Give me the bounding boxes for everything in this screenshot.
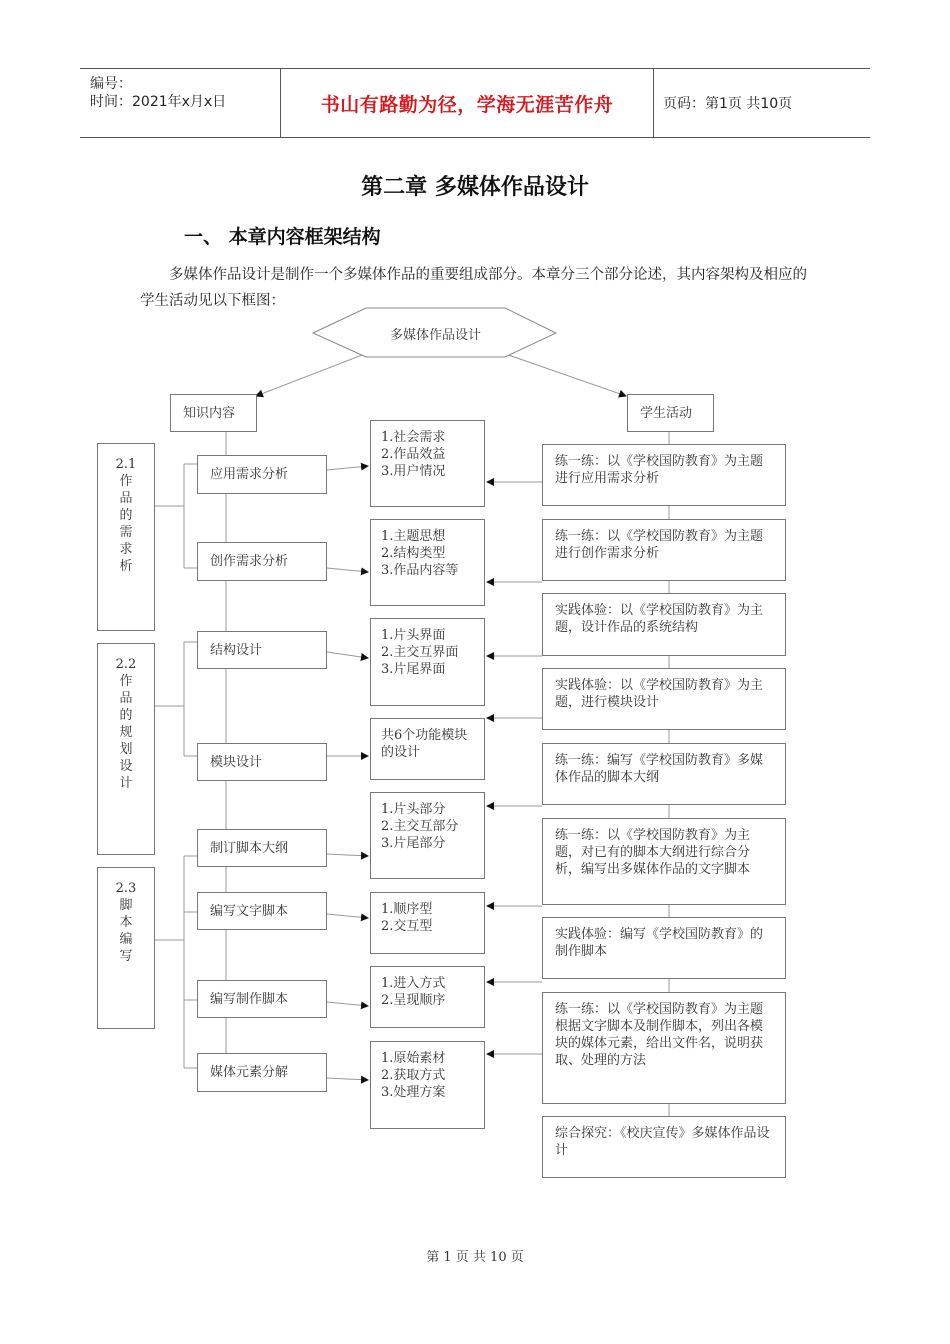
activity-box: 练一练：以《学校国防教育》为主题，对已有的脚本大纲进行综合分析，编写出多媒体作品的文字脚本 [542, 818, 786, 905]
topic-box [197, 829, 327, 867]
topic-label: 创作需求分析 [210, 554, 289, 569]
page-info: 页码：第1页 共10页 [663, 96, 793, 112]
topic-label: 模块设计 [210, 754, 263, 770]
root-node-label: 多媒体作品设计 [389, 328, 481, 343]
topic-label: 结构设计 [210, 642, 263, 658]
chapter-2-3-num: 2.3 [115, 881, 137, 896]
student-activities-box [627, 394, 714, 432]
intro-paragraph: 多媒体作品设计是制作一个多媒体作品的重要组成部分。本章分三个部分论述，其内容架构及相应的学生活动见以下框图： [140, 267, 807, 309]
number-label: 编号： [90, 76, 132, 92]
chapter-2-2-num: 2.2 [115, 657, 137, 672]
activity-box: 练一练：以《学校国防教育》为主题进行创作需求分析 [542, 519, 786, 581]
topic-box [197, 1053, 327, 1092]
section-title: 一、 本章内容框架结构 [184, 226, 381, 248]
knowledge-content-label: 知识内容 [183, 405, 236, 421]
chapter-title: 第二章 多媒体作品设计 [361, 175, 589, 200]
chapter-2-2-box [97, 643, 155, 855]
chapter-2-1-text: 作品的需求析 [119, 474, 133, 574]
chapter-2-2-text: 作品的规划设计 [119, 674, 133, 791]
chapter-2-1-num: 2.1 [115, 457, 137, 472]
activity-box: 练一练：编写《学校国防教育》多媒体作品的脚本大纲 [542, 743, 786, 805]
topic-box [197, 542, 327, 581]
chapter-2-3-text: 脚本编写 [119, 898, 133, 964]
activity-box: 练一练：以《学校国防教育》为主题根据文字脚本及制作脚本，列出各模块的媒体元素，给出文件名，说明获取、处理的方法 [542, 992, 786, 1104]
chapter-2-3-box [97, 867, 155, 1029]
topic-label: 应用需求分析 [210, 467, 289, 482]
topic-label: 编写文字脚本 [210, 903, 289, 919]
detail-box: 1.主题思想 2.结构类型 3.作品内容等 [370, 519, 485, 606]
student-activities-label: 学生活动 [640, 405, 693, 421]
page-footer: 第 1 页 共 10 页 [426, 1250, 524, 1265]
topic-label: 媒体元素分解 [210, 1065, 289, 1080]
motto: 书山有路勤为径，学海无涯苦作舟 [320, 93, 614, 116]
activity-box: 实践体验：以《学校国防教育》为主题，设计作品的系统结构 [542, 593, 786, 656]
activity-box: 实践体验：以《学校国防教育》为主题，进行模块设计 [542, 668, 786, 730]
detail-box: 1.进入方式 2.呈现顺序 [370, 966, 485, 1028]
detail-box: 1.社会需求 2.作品效益 3.用户情况 [370, 420, 485, 507]
topic-label: 制订脚本大纲 [210, 840, 289, 856]
topic-box [197, 743, 327, 781]
activity-box: 综合探究：《校庆宣传》多媒体作品设计 [542, 1116, 786, 1178]
detail-box: 1.片头部分 2.主交互部分 3.片尾部分 [370, 792, 485, 879]
time-label: 时间：2021年x月x日 [90, 94, 227, 110]
topic-box [197, 980, 327, 1018]
knowledge-content-box [170, 394, 257, 432]
activity-box: 实践体验：编写《学校国防教育》的制作脚本 [542, 917, 786, 979]
topic-label: 编写制作脚本 [210, 991, 289, 1007]
activity-box: 练一练：以《学校国防教育》为主题进行应用需求分析 [542, 444, 786, 506]
detail-box: 共6个功能模块的设计 [370, 718, 485, 780]
detail-box: 1.片头界面 2.主交互界面 3.片尾界面 [370, 618, 485, 706]
detail-box: 1.顺序型 2.交互型 [370, 892, 485, 954]
chapter-2-1-box [97, 443, 155, 631]
topic-box [197, 455, 327, 494]
topic-box [197, 892, 327, 930]
detail-box: 1.原始素材 2.获取方式 3.处理方案 [370, 1041, 485, 1129]
topic-box [197, 631, 327, 669]
